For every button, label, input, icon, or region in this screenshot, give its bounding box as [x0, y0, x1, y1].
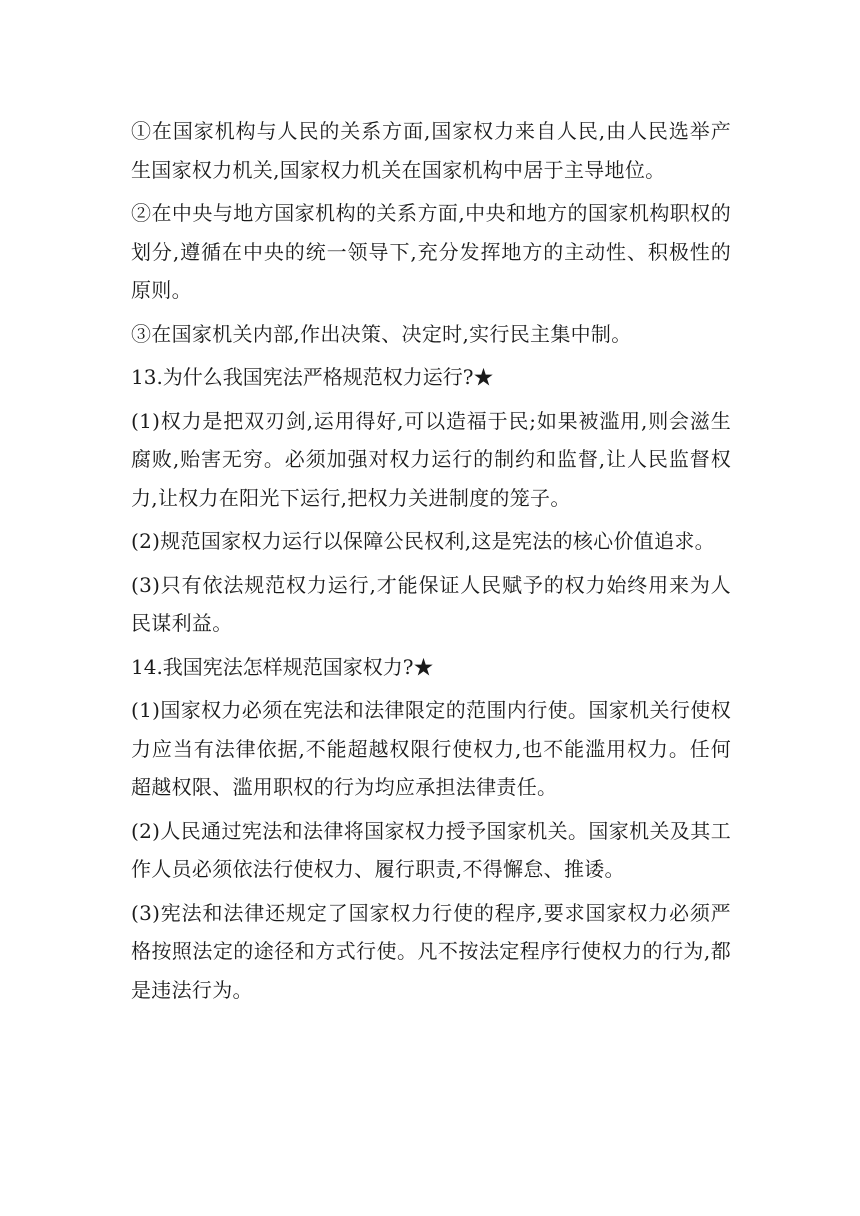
answer-14-point-2: (2)人民通过宪法和法律将国家权力授予国家机关。国家机关及其工作人员必须依法行使权力、履行职责,不得懈怠、推诿。	[131, 818, 731, 881]
answer-13-point-3: (3)只有依法规范权力运行,才能保证人民赋予的权力始终用来为人民谋利益。	[131, 572, 731, 635]
paragraph-national-organs-people: ①在国家机构与人民的关系方面,国家权力来自人民,由人民选举产生国家权力机关,国家权力机关在国家机构中居于主导地位。	[131, 119, 731, 182]
answer-13-point-2: (2)规范国家权力运行以保障公民权利,这是宪法的核心价值追求。	[131, 529, 715, 553]
paragraph-democratic-centralism: ③在国家机关内部,作出决策、决定时,实行民主集中制。	[131, 321, 632, 346]
answer-14-point-1: (1)国家权力必须在宪法和法律限定的范围内行使。国家机关行使权力应当有法律依据,不能超越权限行使权力,也不能滥用权力。任何超越权限、滥用职权的行为均应承担法律责任。	[131, 698, 731, 799]
answer-13-point-1: (1)权力是把双刃剑,运用得好,可以造福于民;如果被滥用,则会滋生腐败,贻害无穷。必须加强对权力运行的制约和监督,让人民监督权力,让权力在阳光下运行,把权力关进制度的笼子。	[131, 408, 731, 510]
question-13-heading: 13.为什么我国宪法严格规范权力运行?★	[131, 365, 494, 389]
paragraph-central-local: ②在中央与地方国家机构的关系方面,中央和地方的国家机构职权的划分,遵循在中央的统一领导下,充分发挥地方的主动性、积极性的原则。	[131, 201, 731, 302]
question-14-heading: 14.我国宪法怎样规范国家权力?★	[131, 654, 434, 679]
document-page	[131, 112, 731, 1014]
answer-14-point-3: (3)宪法和法律还规定了国家权力行使的程序,要求国家权力必须严格按照法定的途径和方式行使。凡不按法定程序行使权力的行为,都是违法行为。	[131, 900, 731, 1002]
